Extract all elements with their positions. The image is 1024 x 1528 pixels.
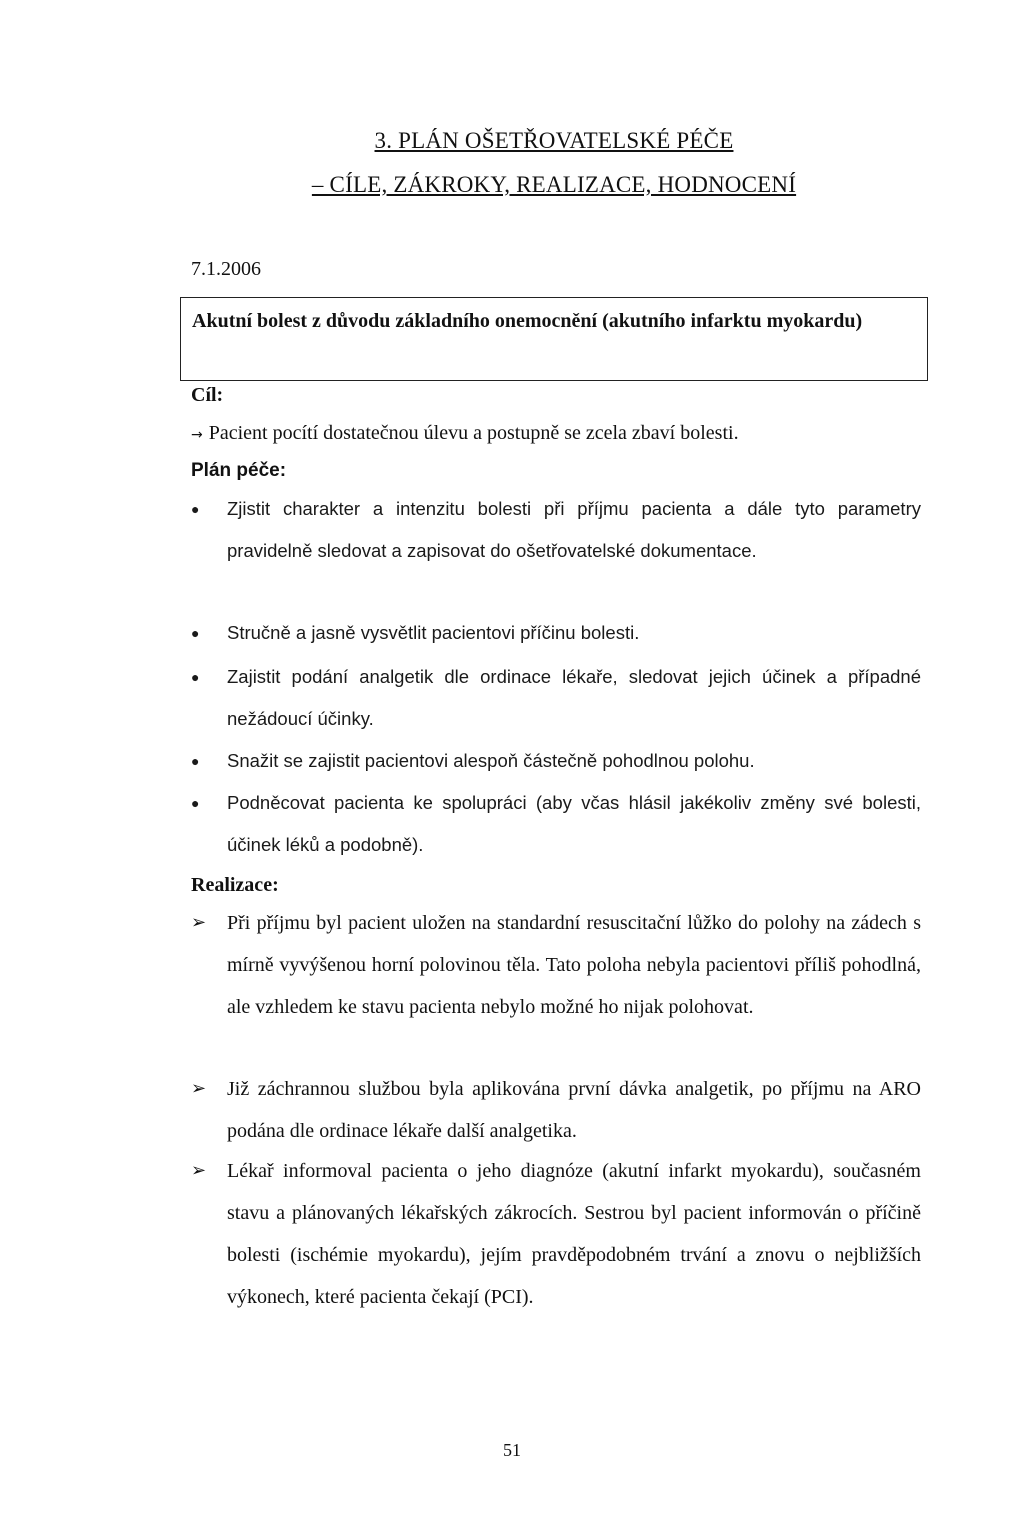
arrowhead-bullet-icon: ➢	[191, 1160, 207, 1181]
list-item: ● Snažit se zajistit pacientovi alespoň částečně pohodlnou polohu.	[191, 740, 921, 782]
page-number: 51	[503, 1440, 521, 1460]
realization-label: Realizace:	[191, 874, 279, 896]
list-item: ● Stručně a jasně vysvětlit pacientovi příčinu bolesti.	[191, 612, 921, 654]
goal-label: Cíl:	[191, 384, 224, 406]
list-item: ➢ Již záchrannou službou byla aplikována první dávka analgetik, po příjmu na ARO podána dle ordinace lékaře další analgetika.	[191, 1068, 921, 1152]
chapter-title-line-1: 3. PLÁN OŠETŘOVATELSKÉ PÉČE	[374, 128, 734, 153]
goal-text: Pacient pocítí dostatečnou úlevu a postupně se zcela zbaví bolesti.	[208, 422, 739, 444]
entry-date: 7.1.2006	[191, 258, 261, 280]
bullet-icon: ●	[191, 625, 200, 641]
list-item: ➢ Při příjmu byl pacient uložen na standardní resuscitační lůžko do polohy na zádech s mírně vyvýšenou horní polovinou těla. Tato poloha nebyla pacientovi příliš pohodlná, ale vzhledem ke stavu pacienta nebylo možné ho nijak polohovat.	[191, 902, 921, 1028]
chapter-title-line-2: – CÍLE, ZÁKROKY, REALIZACE, HODNOCENÍ	[311, 172, 797, 197]
arrowhead-bullet-icon: ➢	[191, 1078, 207, 1099]
nursing-diagnosis: Akutní bolest z důvodu základního onemocnění (akutního infarktu myokardu)	[192, 310, 863, 332]
arrow-right-icon: →	[191, 427, 203, 443]
bullet-icon: ●	[191, 753, 200, 769]
bullet-icon: ●	[191, 501, 200, 517]
bullet-icon: ●	[191, 669, 200, 685]
list-item: ● Zjistit charakter a intenzitu bolesti při příjmu pacienta a dále tyto parametry pravidelně sledovat a zapisovat do ošetřovatelské dokumentace.	[191, 488, 921, 572]
list-item: ● Podněcovat pacienta ke spolupráci (aby včas hlásil jakékoliv změny své bolesti, účinek léků a podobně).	[191, 782, 921, 866]
list-item: ➢ Lékař informoval pacienta o jeho diagnóze (akutní infarkt myokardu), současném stavu a plánovaných lékařských zákrocích. Sestrou byl pacient informován o příčině bolesti (ischémie myokardu), jejím pravděpodobném trvání a znovu o nejbližších výkonech, které pacienta čekají (PCI).	[191, 1150, 921, 1318]
arrowhead-bullet-icon: ➢	[191, 912, 207, 933]
care-plan-label: Plán péče:	[191, 460, 287, 481]
bullet-icon: ●	[191, 795, 200, 811]
goal-statement	[191, 422, 739, 445]
list-item: ● Zajistit podání analgetik dle ordinace lékaře, sledovat jejich účinek a případné nežádoucí účinky.	[191, 656, 921, 740]
